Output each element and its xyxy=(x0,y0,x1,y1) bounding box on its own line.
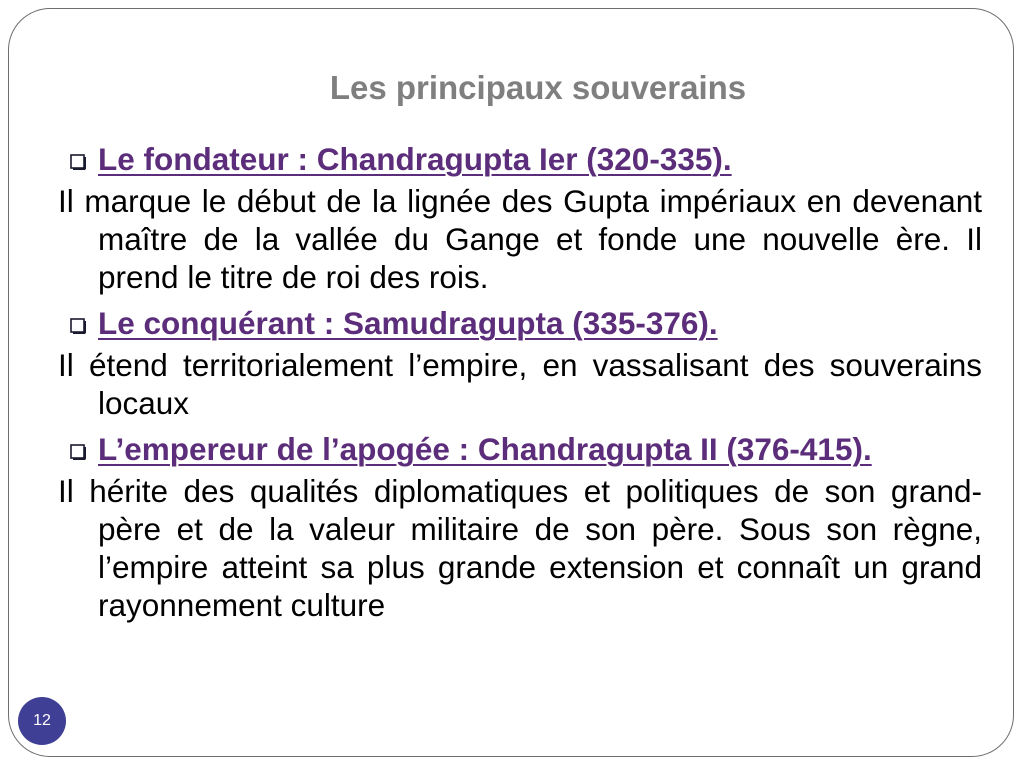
section-heading xyxy=(58,140,982,178)
section-heading xyxy=(58,304,982,342)
section-text: Il marque le début de la lignée des Gupta impériaux en devenant maître de la vallée du Gange et fonde une nouvelle ère. Il prend le titre de roi des rois. xyxy=(58,183,982,295)
section-heading-text: L’empereur de l’apogée : Chandragupta II (376-415). xyxy=(98,431,872,467)
section-heading-text: Le conquérant : Samudragupta (335-376). xyxy=(98,305,718,341)
hollow-square-icon xyxy=(58,430,98,468)
page-number-badge: 12 xyxy=(18,697,66,745)
slide-content xyxy=(58,140,982,632)
hollow-square-icon xyxy=(58,304,98,342)
section-heading xyxy=(58,430,982,468)
slide-title: Les principaux souverains xyxy=(329,69,747,106)
hollow-square-icon xyxy=(58,140,98,178)
section-heading-text: Le fondateur : Chandragupta Ier (320-335). xyxy=(98,141,732,177)
section-text: Il étend territorialement l’empire, en vassalisant des souverains locaux xyxy=(58,347,982,421)
section-text: Il hérite des qualités diplomatiques et politiques de son grand-père et de la valeur militaire de son père. Sous son règne, l’empire atteint sa plus grande extension et connaît un grand rayonnement culture xyxy=(58,473,982,623)
